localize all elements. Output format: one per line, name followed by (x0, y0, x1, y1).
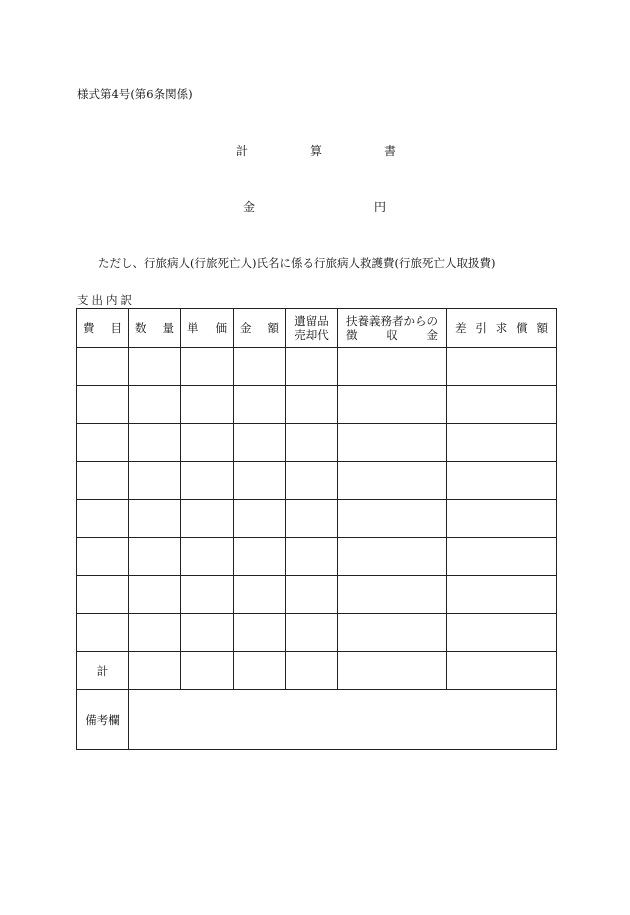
table-cell[interactable] (338, 462, 447, 500)
table-cell[interactable] (234, 424, 286, 462)
table-cell[interactable] (447, 500, 557, 538)
table-row (77, 576, 557, 614)
table-cell[interactable] (286, 538, 338, 576)
header-char: 償 (516, 321, 528, 335)
header-belongings-sale (286, 309, 338, 348)
header-char: 額 (536, 321, 548, 335)
header-expense-item (77, 309, 129, 348)
breakdown-label: 支出内訳 (77, 293, 135, 307)
table-cell[interactable] (447, 424, 557, 462)
table-cell[interactable] (338, 424, 447, 462)
table-cell[interactable] (447, 462, 557, 500)
table-cell[interactable] (338, 652, 447, 690)
title-char: 書 (383, 144, 396, 158)
table-cell[interactable] (181, 538, 234, 576)
table-row (77, 500, 557, 538)
total-row (77, 652, 557, 690)
expenditure-table (76, 308, 557, 750)
table-cell[interactable] (286, 386, 338, 424)
table-cell[interactable] (447, 576, 557, 614)
amount-line (243, 198, 386, 215)
table-cell[interactable] (181, 614, 234, 652)
table-row (77, 348, 557, 386)
header-support-collection (338, 309, 447, 348)
table-cell[interactable] (447, 614, 557, 652)
table-cell[interactable] (181, 462, 234, 500)
title-char: 計 (236, 144, 249, 158)
table-cell[interactable] (181, 386, 234, 424)
table-cell[interactable] (181, 576, 234, 614)
form-number-label: 様式第4号(第6条関係) (77, 87, 193, 101)
header-quantity (129, 309, 181, 348)
table-cell[interactable] (286, 500, 338, 538)
table-cell[interactable] (129, 652, 181, 690)
header-char: 差 (455, 321, 467, 335)
table-cell[interactable] (181, 652, 234, 690)
header-char: 費 (83, 321, 95, 335)
header-line: 遺留品 (294, 314, 329, 328)
table-cell[interactable] (286, 424, 338, 462)
table-cell[interactable] (338, 614, 447, 652)
table-cell[interactable] (77, 348, 129, 386)
table-cell[interactable] (234, 538, 286, 576)
header-char: 単 (187, 321, 199, 335)
table-cell[interactable] (234, 500, 286, 538)
amount-prefix: 金 (243, 200, 256, 214)
header-char: 求 (495, 321, 508, 335)
header-char: 金 (240, 321, 252, 335)
proviso-text: ただし、行旅病人(行旅死亡人)氏名に係る行旅病人救護費(行旅死亡人取扱費) (98, 256, 496, 270)
table-cell[interactable] (286, 348, 338, 386)
header-line: 売却代 (294, 328, 329, 342)
header-char: 量 (162, 321, 174, 335)
table-cell[interactable] (129, 462, 181, 500)
table-cell[interactable] (77, 424, 129, 462)
table-cell[interactable] (447, 348, 557, 386)
table-cell[interactable] (77, 576, 129, 614)
header-char: 数 (135, 321, 147, 335)
table-cell[interactable] (286, 614, 338, 652)
header-line: 扶養義務者からの (346, 314, 438, 328)
remarks-field[interactable] (129, 690, 557, 750)
remarks-row (77, 690, 557, 750)
table-cell[interactable] (447, 652, 557, 690)
table-cell[interactable] (129, 424, 181, 462)
table-cell[interactable] (286, 462, 338, 500)
table-cell[interactable] (77, 462, 129, 500)
table-cell[interactable] (129, 348, 181, 386)
table-cell[interactable] (338, 348, 447, 386)
table-cell[interactable] (338, 576, 447, 614)
table-row (77, 424, 557, 462)
table-cell[interactable] (77, 614, 129, 652)
table-cell[interactable] (234, 576, 286, 614)
table-cell[interactable] (77, 538, 129, 576)
header-net-claim (447, 309, 557, 348)
table-row (77, 386, 557, 424)
table-cell[interactable] (338, 500, 447, 538)
table-cell[interactable] (234, 462, 286, 500)
header-char: 引 (475, 321, 487, 335)
document-title (236, 142, 396, 159)
table-cell[interactable] (447, 386, 557, 424)
table-cell[interactable] (181, 348, 234, 386)
table-row (77, 614, 557, 652)
table-cell[interactable] (234, 386, 286, 424)
table-cell[interactable] (129, 614, 181, 652)
table-cell[interactable] (234, 614, 286, 652)
remarks-label: 備考欄 (77, 690, 129, 750)
amount-unit: 円 (373, 200, 386, 214)
title-char: 算 (309, 144, 322, 158)
table-cell[interactable] (286, 576, 338, 614)
table-cell[interactable] (338, 386, 447, 424)
table-cell[interactable] (129, 538, 181, 576)
table-cell[interactable] (181, 424, 234, 462)
header-unit-price (181, 309, 234, 348)
table-cell[interactable] (129, 386, 181, 424)
table-cell[interactable] (129, 576, 181, 614)
table-cell[interactable] (181, 500, 234, 538)
table-cell[interactable] (77, 386, 129, 424)
table-cell[interactable] (286, 652, 338, 690)
header-char: 金 (426, 328, 438, 342)
total-label: 計 (77, 652, 129, 690)
header-char: 額 (267, 321, 279, 335)
table-body (77, 348, 557, 750)
header-row (77, 309, 557, 348)
table-cell[interactable] (129, 500, 181, 538)
header-char: 徴 (346, 328, 358, 342)
table-cell[interactable] (234, 652, 286, 690)
header-amount (234, 309, 286, 348)
table-row (77, 462, 557, 500)
table-row (77, 538, 557, 576)
header-char: 収 (386, 328, 398, 342)
table-cell[interactable] (234, 348, 286, 386)
table-cell[interactable] (338, 538, 447, 576)
header-char: 目 (110, 321, 122, 335)
table-cell[interactable] (447, 538, 557, 576)
table-cell[interactable] (77, 500, 129, 538)
header-char: 価 (215, 321, 227, 335)
